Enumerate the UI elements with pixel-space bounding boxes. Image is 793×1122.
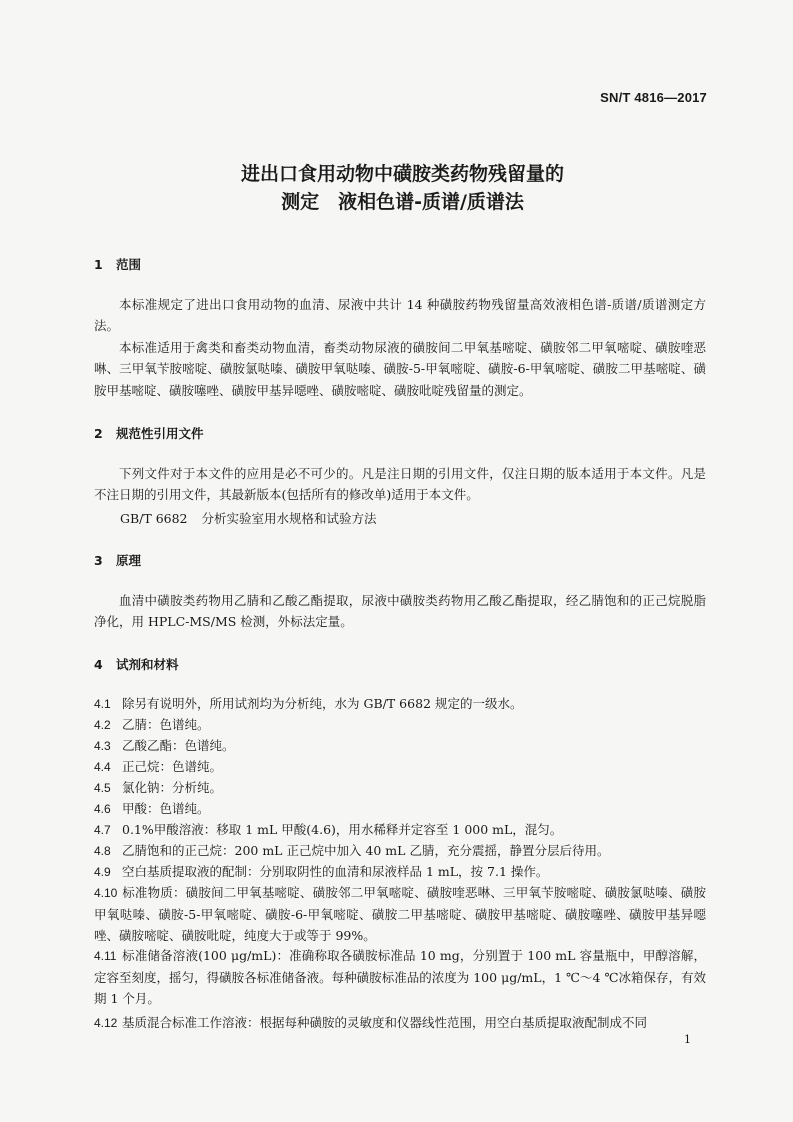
section-title: 原理 [116, 553, 142, 568]
clause-number: 4.6 [94, 802, 111, 816]
scope-paragraph-1: 本标准规定了进出口食用动物的血清、尿液中共计 14 种磺胺药物残留量高效液相色谱-质谱/质谱测定方法。 [94, 297, 706, 334]
normative-paragraph: 下列文件对于本文件的应用是必不可少的。凡是注日期的引用文件，仅注日期的版本适用于本文件。凡是不注日期的引用文件，其最新版本(包括所有的修改单)适用于本文件。 [94, 466, 706, 503]
principle-paragraph: 血清中磺胺类药物用乙腈和乙酸乙酯提取，尿液中磺胺类药物用乙酸乙酯提取，经乙腈饱和的正己烷脱脂净化，用 HPLC-MS/MS 检测，外标法定量。 [94, 593, 706, 630]
reagent-item [94, 798, 706, 820]
reagent-item [94, 945, 706, 1010]
section-heading-scope [94, 256, 141, 274]
section-heading-principle [94, 552, 141, 570]
document-title-line2: 测定 液相色谱-质谱/质谱法 [281, 191, 524, 213]
clause-text: 乙酸乙酯：色谱纯。 [122, 738, 235, 753]
clause-number: 4.4 [94, 760, 111, 774]
reference-code: GB/T 6682 [120, 511, 188, 526]
clause-number: 4.5 [94, 781, 111, 795]
clause-text: 0.1%甲酸溶液：移取 1 mL 甲酸(4.6)，用水稀释并定容至 1 000 mL，混匀。 [122, 822, 563, 837]
clause-number: 4.10 [94, 886, 118, 900]
normative-reference [120, 509, 377, 528]
reagent-item [94, 819, 706, 841]
clause-text: 甲酸：色谱纯。 [122, 801, 210, 816]
clause-text: 乙腈饱和的正己烷：200 mL 正己烷中加入 40 mL 乙腈，充分震摇，静置分层后待用。 [122, 843, 610, 858]
clause-text: 乙腈：色谱纯。 [122, 717, 210, 732]
clause-text: 标准物质：磺胺间二甲氧基嘧啶、磺胺邻二甲氧嘧啶、磺胺喹恶啉、三甲氧苄胺嘧啶、磺胺氯哒嗪、磺胺甲氧哒嗪、磺胺-5-甲氧嘧啶、磺胺-6-甲氧嘧啶、磺胺二甲基嘧啶、磺胺甲基嘧啶、磺胺噻唑、磺胺甲基异噁唑、磺胺嘧啶、磺胺吡啶，纯度大于或等于 99%。 [94, 885, 706, 944]
reagent-item [94, 861, 706, 883]
clause-number: 4.1 [94, 697, 111, 711]
section-title: 规范性引用文件 [116, 426, 204, 441]
clause-text: 标准储备溶液(100 μg/mL)：准确称取各磺胺标准品 10 mg，分别置于 100 mL 容量瓶中，甲醇溶解，定容至刻度，摇匀，得磺胺各标准储备液。每种磺胺标准品的浓度为 100 μg/mL，1 ℃～4 ℃冰箱保存，有效期 1 个月。 [94, 948, 706, 1007]
reagent-item [94, 735, 706, 757]
standard-code: SN/T 4816—2017 [600, 90, 707, 105]
section-title: 范围 [116, 257, 142, 272]
reagent-item [94, 1012, 706, 1034]
scope-paragraph-2: 本标准适用于禽类和畜类动物血清，畜类动物尿液的磺胺间二甲氧基嘧啶、磺胺邻二甲氧嘧啶、磺胺喹恶啉、三甲氧苄胺嘧啶、磺胺氯哒嗪、磺胺甲氧哒嗪、磺胺-5-甲氧嘧啶、磺胺-6-甲氧嘧啶、磺胺二甲基嘧啶、磺胺甲基嘧啶、磺胺噻唑、磺胺甲基异噁唑、磺胺嘧啶、磺胺吡啶残留量的测定。 [94, 340, 706, 398]
clause-text: 除另有说明外，所用试剂均为分析纯，水为 GB/T 6682 规定的一级水。 [122, 696, 523, 711]
clause-text: 空白基质提取液的配制：分别取阴性的血清和尿液样品 1 mL，按 7.1 操作。 [122, 864, 549, 879]
reference-title: 分析实验室用水规格和试验方法 [201, 511, 377, 526]
clause-number: 4.7 [94, 823, 111, 837]
clause-number: 4.9 [94, 865, 111, 879]
clause-number: 4.12 [94, 1016, 118, 1030]
page-number: 1 [684, 1033, 691, 1046]
reagent-item [94, 777, 706, 799]
section-number: 4 [94, 657, 103, 672]
reagent-item [94, 693, 706, 715]
reagent-item [94, 714, 706, 736]
section-number: 2 [94, 426, 103, 441]
document-title-line1: 进出口食用动物中磺胺类药物残留量的 [240, 163, 564, 185]
clause-number: 4.2 [94, 718, 111, 732]
clause-text: 基质混合标准工作溶液：根据每种磺胺的灵敏度和仪器线性范围，用空白基质提取液配制成不同 [122, 1015, 648, 1030]
clause-number: 4.3 [94, 739, 111, 753]
section-title: 试剂和材料 [116, 657, 179, 672]
reagent-item [94, 756, 706, 778]
clause-number: 4.8 [94, 844, 111, 858]
section-heading-reagents [94, 656, 179, 674]
clause-text: 氯化钠：分析纯。 [122, 780, 223, 795]
clause-number: 4.11 [94, 949, 117, 963]
clause-text: 正己烷：色谱纯。 [122, 759, 223, 774]
section-heading-normative-references [94, 425, 204, 443]
reagent-item [94, 840, 706, 862]
section-number: 3 [94, 553, 103, 568]
section-number: 1 [94, 257, 103, 272]
reagent-item [94, 882, 706, 947]
